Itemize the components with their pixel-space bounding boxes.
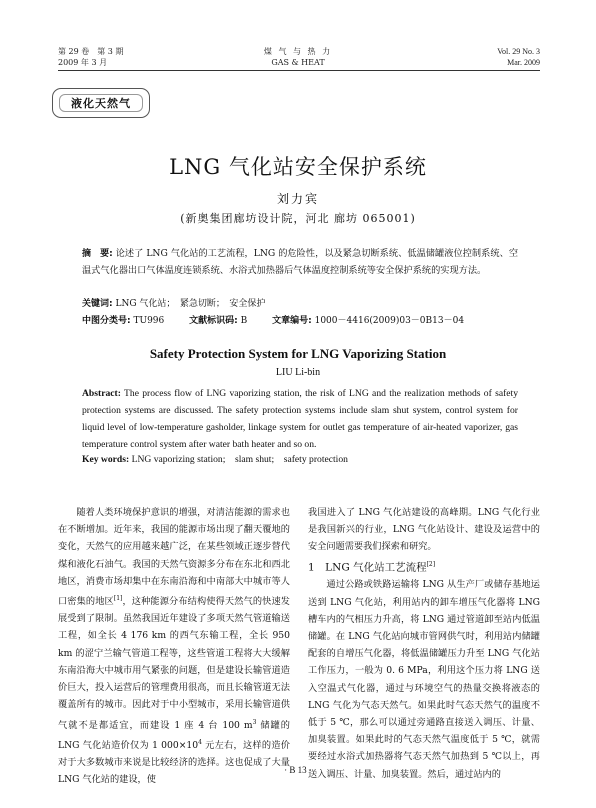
issue-date: 2009 年 3 月 [58, 58, 108, 67]
affiliation-cn: (新奥集团廊坊设计院，河北 廊坊 065001) [180, 212, 416, 225]
journal-name-cn: 煤 气 与 热 力 [263, 47, 333, 56]
section-heading [308, 556, 540, 577]
keywords-cn-label: 关键词: [82, 299, 113, 309]
keywords-en-text: LNG vaporizing station; slam shut; safety protection [131, 454, 348, 465]
keywords-cn [82, 296, 265, 309]
classification-line [82, 313, 464, 326]
body-text: ，这种能源分布结构使得天然气的快速发展受到了限制。虽然我国近年建设了多项天然气管道输送工程，如全长 4 176 km 的西气东输工程，全长 950 km 的涩宁兰输气管道工程等，这些管道工程将大大缓解东南沿海大中城市用气紧张的问题，但是建设长输管道造价巨大，投入运营后的管理费用很高，而且长输管道无法覆盖所有的城市。因此对于中小型城市，采用长输管道供气就不是都适宜，而建设 1 座 4 台 100 m [58, 596, 290, 731]
keywords-en [82, 451, 348, 465]
body-text: 元左右，这样的造价对于大多数城市来说是比较经济的选择。这也促成了大量 LNG 气化站的建设，使 [58, 739, 290, 786]
header-right [497, 46, 540, 68]
author-en: LIU Li-bin [275, 367, 321, 378]
page-number: · B 13 · [284, 765, 312, 775]
abstract-cn [82, 246, 518, 278]
article-title-cn: LNG 气化站安全保护系统 [169, 155, 427, 179]
body-text: 储罐的 LNG 气化站造价仅为 1 000×10 [58, 719, 290, 751]
abstract-cn-text: 论述了 LNG 气化站的工艺流程，LNG 的危险性，以及紧急切断系统、低温储罐液位控制系统、空温式气化器出口气体温度连锁系统、水浴式加热器后气体温度控制系统等安全保护系统的实现方法。 [82, 248, 519, 276]
header-rule [58, 70, 540, 71]
body-column-right [308, 504, 540, 783]
section-label: 液化天然气 [59, 94, 143, 112]
abstract-en-text: The process flow of LNG vaporizing station, the risk of LNG and the realization methods of safety protection systems are discussed. The safety protection systems include slam shut system, control system for liquid level of low-temperature gasholder, linkage system for outlet gas temperature of air-heated vaporizer, gas temperature control system after water bath heater and so on. [82, 388, 518, 450]
issue-date-en: Mar. 2009 [507, 58, 540, 67]
body-paragraph: 我国进入了 LNG 气化站建设的高峰期。LNG 气化行业是我国新兴的行业，LNG 气化站设计、建设及运营中的安全问题需要我们探索和研究。 [308, 507, 540, 553]
body-text: 随着人类环境保护意识的增强，对清洁能源的需求也在不断增加。近年来，我国的能源市场出现了翻天覆地的变化，天然气的应用越来越广泛，在某些领域正逐步替代煤和液化石油气。我国的天然气资源多分布在东北和西北地区，消费市场却集中在东南沿海和中南部大中城市等人口密集的地区 [58, 507, 290, 608]
section-heading-text: 1 LNG 气化站工艺流程 [308, 561, 427, 574]
journal-name-en: GAS & HEAT [271, 58, 325, 67]
abstract-cn-label: 摘 要: [82, 249, 113, 259]
article-number-label: 文章编号: [272, 316, 312, 326]
section-label-box [52, 88, 150, 118]
abstract-en-label: Abstract: [82, 388, 121, 399]
doc-code-label: 文献标识码: [189, 316, 238, 326]
abstract-en [82, 385, 518, 453]
superscript: 4 [198, 738, 202, 746]
reference-marker: [2] [426, 560, 436, 568]
body-paragraph [58, 504, 290, 788]
article-title-en: Safety Protection System for LNG Vaporizing Station [149, 346, 447, 361]
reference-marker: [1] [113, 595, 123, 603]
author-cn: 刘力宾 [276, 192, 319, 206]
superscript: 3 [252, 718, 257, 726]
volume-issue: 第 29 卷 第 3 期 [58, 47, 124, 56]
clc-value: TU996 [133, 316, 165, 326]
body-column-left [58, 504, 290, 788]
keywords-cn-text: LNG 气化站； 紧急切断； 安全保护 [115, 299, 266, 309]
volume-issue-en: Vol. 29 No. 3 [497, 47, 540, 56]
article-number-value: 1000－4416(2009)03－0B13－04 [314, 316, 465, 326]
clc-label: 中图分类号: [82, 316, 131, 326]
body-paragraph: 通过公路或铁路运输将 LNG 从生产厂或储存基地运送到 LNG 气化站，利用站内的卸车增压气化器将 LNG 槽车内的气相压力升高，将 LNG 通过管道卸至站内低温储罐。在 LNG 气化站向城市管网供气时，利用站内储罐配套的自增压气化器，将低温储罐压力升至 LNG 气化站工作压力，一般为 0. 6 MPa，利用这个压力将 LNG 送入空温式气化器，通过与环境空气的热量交换将液态的 LNG 气化为气态天然气。如果此时气态天然气的温度不低于 5 ℃，那么可以通过旁通路直接送入调压、计量、加臭装置。如果此时的气态天然气温度低于 5 ℃，就需要经过水浴式加热器将气态天然气加热到 5 ℃以上，再送入调压、计量、加臭装置。然后，通过站内的 [308, 579, 540, 780]
keywords-en-label: Key words: [82, 454, 130, 465]
doc-code-value: B [240, 316, 248, 326]
